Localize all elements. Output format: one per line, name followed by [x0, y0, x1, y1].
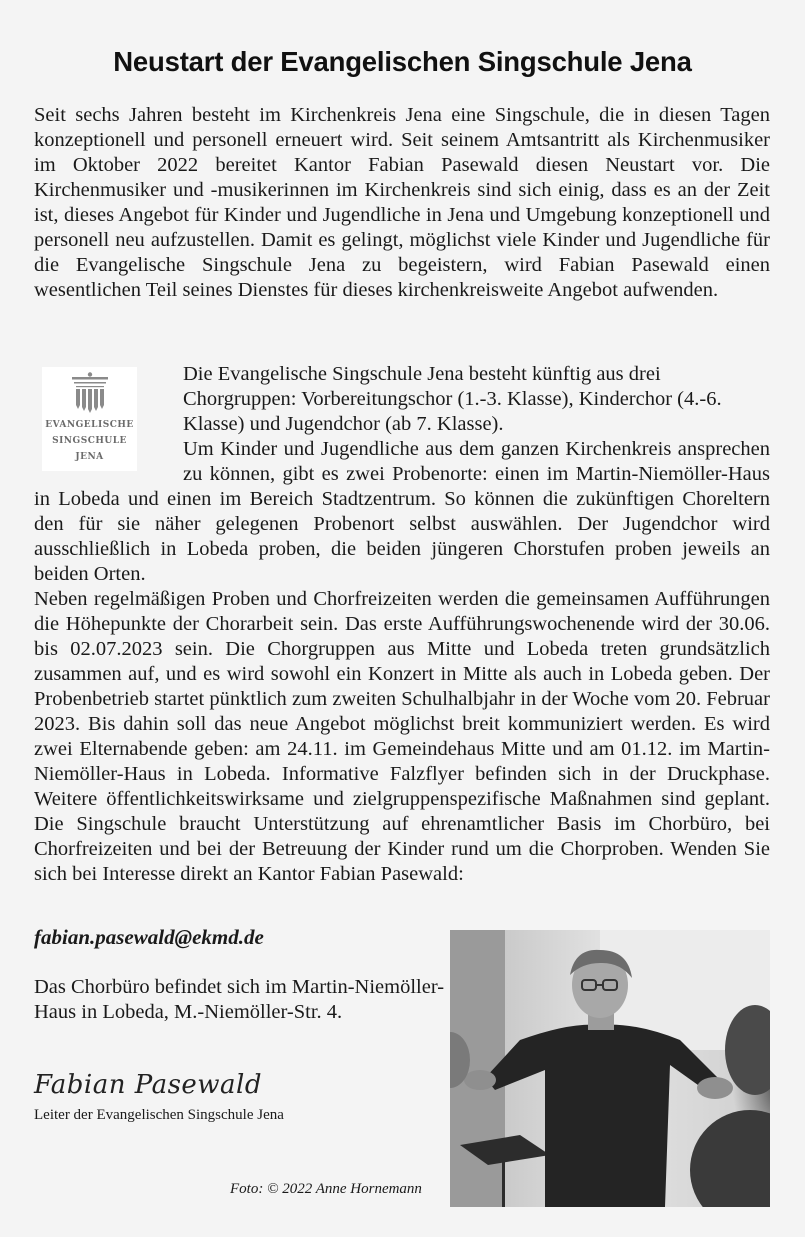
singschule-logo	[42, 367, 137, 471]
office-address: Das Chorbüro befindet sich im Martin-Niemöller-Haus in Lobeda, M.-Niemöller-Str. 4.	[34, 976, 445, 1023]
contact-email[interactable]: fabian.pasewald@ekmd.de	[34, 925, 264, 949]
signature: Fabian Pasewald	[34, 1070, 263, 1100]
logo-text	[45, 417, 133, 465]
logo-line: JENA	[75, 452, 104, 462]
logo-line: SINGSCHULE	[52, 436, 127, 446]
locations-paragraph: Um Kinder und Jugendliche aus dem ganzen Kirchenkreis ansprechen zu können, gibt es zwei Probenorte: einen im Martin-Niemöller-Haus in Lobeda und einen im Bereich Stadtzentrum. So können die zukünftigen Choreltern den für sie näher gelegenen Probenort selbst auswählen. Der Jugendchor wird ausschließlich in Lobeda proben, die beiden jüngeren Chorstufen proben jeweils an beiden Orten.	[34, 438, 770, 585]
conductor-photo	[450, 930, 770, 1207]
main-section	[34, 362, 770, 887]
logo-line: EVANGELISCHE	[45, 420, 134, 430]
intro-paragraph: Seit sechs Jahren besteht im Kirchenkreis Jena eine Singschule, die in diesen Tagen konzeptionell und personell erneuert wird. Seit seinem Amtsantritt als Kirchenmusiker im Oktober 2022 bereitet Kantor Fabian Pasewald diesen Neustart vor. Die Kirchenmusiker und -musikerinnen im Kirchenkreis sind sich einig, dass es an der Zeit ist, dieses Angebot für Kinder und Jugendliche in Jena und Umgebung konzeptionell und personell neu aufzustellen. Damit es gelingt, möglichst viele Kinder und Jugendliche für die Evangelische Singschule Jena zu begeistern, wird Fabian Pasewald einen wesentlichen Teil seines Dienstes für dieses kirchenkreisweite Angebot aufwenden.	[34, 104, 770, 301]
conductor-photo-image	[450, 930, 770, 1207]
groups-paragraph: Die Evangelische Singschule Jena besteht künftig aus drei Chorgruppen: Vorbereitungschor (1.-3. Klasse), Kinderchor (4.-6. Klasse) und Jugendchor (ab 7. Klasse).	[183, 363, 722, 435]
choir-logo-icon	[68, 371, 112, 415]
events-paragraph: Neben regelmäßigen Proben und Chorfreizeiten werden die gemeinsamen Aufführungen die Höhepunkte der Chorarbeit sein. Das erste Aufführungswochenende wird der 30.06. bis 02.07.2023 sein. Die Chorgruppen aus Mitte und Lobeda treten grundsätzlich zusammen auf, und es wird sowohl ein Konzert in Mitte als auch in Lobeda geben. Der Probenbetrieb startet pünktlich zum zweiten Schulhalbjahr in der Woche vom 20. Februar 2023. Bis dahin soll das neue Angebot möglichst breit kommuniziert werden. Es wird zwei Elternabende geben: am 24.11. im Gemeindehaus Mitte und am 01.12. im Martin-Niemöller-Haus in Lobeda. Informative Falzflyer befinden sich in der Druckphase. Weitere öffentlichkeitswirksame und zielgruppenspezifische Maßnahmen sind geplant. Die Singschule braucht Unterstützung auf ehrenamtlicher Basis im Chorbüro, bei Chorfreizeiten und bei der Betreuung der Kinder rund um die Chorproben. Wenden Sie sich bei Interesse direkt an Kantor Fabian Pasewald:	[34, 588, 770, 885]
photo-credit: Foto: © 2022 Anne Hornemann	[230, 1181, 422, 1197]
page-title: Neustart der Evangelischen Singschule Jena	[113, 46, 692, 77]
signature-caption: Leiter der Evangelischen Singschule Jena	[34, 1107, 284, 1123]
